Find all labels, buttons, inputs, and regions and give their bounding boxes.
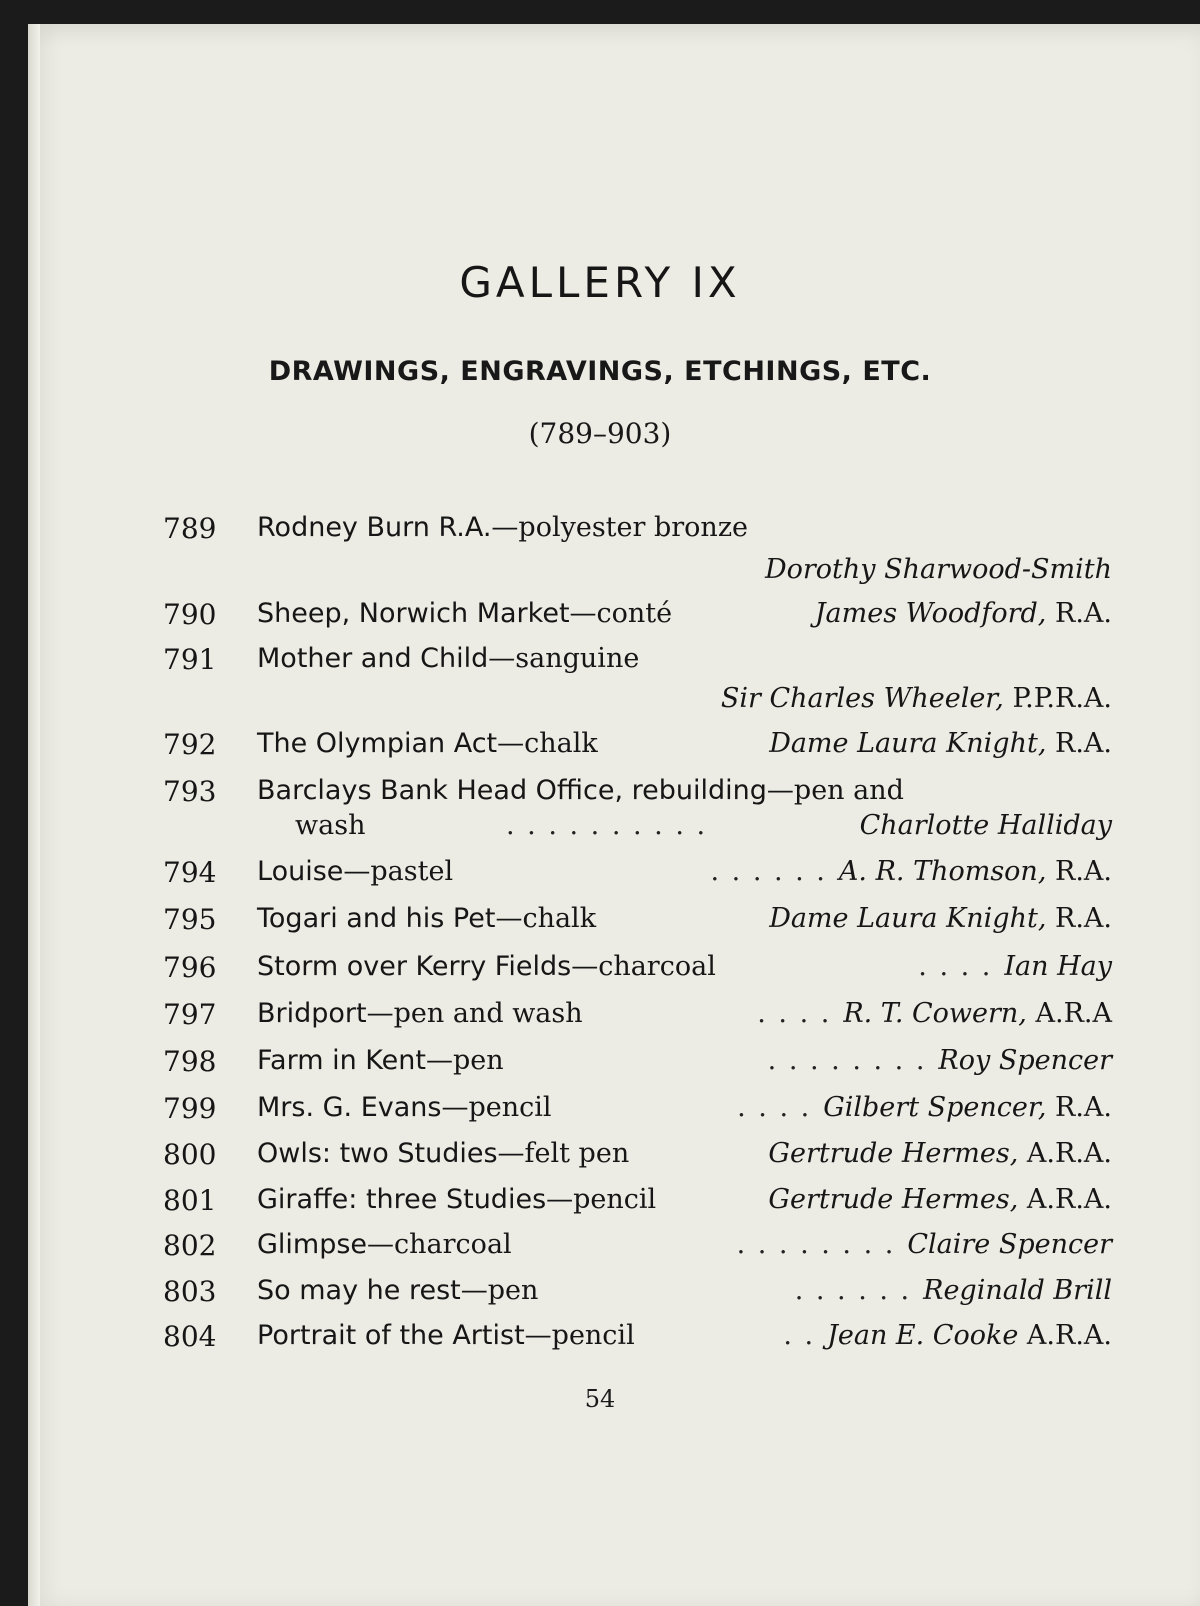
entry-title: Storm over Kerry Fields <box>257 951 572 982</box>
entry-line <box>257 903 1112 934</box>
entry-medium: —felt pen <box>497 1138 630 1169</box>
entry-number: 799 <box>163 1092 217 1125</box>
entry-artist: Gilbert Spencer, <box>823 1092 1047 1123</box>
entry-title: Owls: two Studies <box>257 1138 498 1169</box>
entry-honours: A.R.A <box>1035 998 1112 1029</box>
entry-title: So may he rest <box>257 1275 461 1306</box>
entry-number: 791 <box>163 643 217 676</box>
leader-dots: . . <box>783 1320 816 1351</box>
entry-medium: —chalk <box>497 728 598 759</box>
entry-title: Togari and his Pet <box>257 903 496 934</box>
leader-dots: . . . . <box>737 1092 812 1123</box>
entry-line <box>257 728 1112 759</box>
gallery-title: GALLERY IX <box>459 258 741 307</box>
entry-medium: —pen and wash <box>366 998 583 1029</box>
entry-title: Glimpse <box>257 1229 368 1260</box>
entry-title: Giraffe: three Studies <box>257 1184 547 1215</box>
leader-dots: . . . . <box>757 998 832 1029</box>
entry-title: Bridport <box>257 998 367 1029</box>
section-subtitle: DRAWINGS, ENGRAVINGS, ETCHINGS, ETC. <box>268 356 932 387</box>
entry-line <box>257 1275 1112 1306</box>
entry-title: The Olympian Act <box>257 728 498 759</box>
entry-honours: R.A. <box>1055 1092 1112 1123</box>
entry-number: 794 <box>163 856 217 889</box>
entry-honours: R.A. <box>1055 728 1112 759</box>
entry-honours: R.A. <box>1055 903 1112 934</box>
leader-dots: . . . . . . . . <box>736 1229 896 1260</box>
entry-continuation-line <box>295 810 1112 841</box>
entry-line <box>257 1184 1112 1215</box>
entry-artist: Roy Spencer <box>938 1045 1112 1076</box>
entry-artist-line <box>257 554 1112 585</box>
entry-line <box>257 775 1112 806</box>
entry-line <box>257 951 1112 982</box>
entry-honours: A.R.A. <box>1026 1138 1112 1169</box>
entry-title: Barclays Bank Head Office, rebuilding <box>257 775 767 806</box>
entry-number: 802 <box>163 1229 217 1262</box>
entry-artist: Dame Laura Knight, <box>769 728 1047 759</box>
entry-artist: Reginald Brill <box>923 1275 1112 1306</box>
entry-line <box>257 1320 1112 1351</box>
entry-line <box>257 856 1112 887</box>
page-number: 54 <box>584 1385 616 1413</box>
entry-artist: Dame Laura Knight, <box>769 903 1047 934</box>
entry-medium: —pen <box>460 1275 539 1306</box>
entry-medium: —polyester bronze <box>491 512 749 543</box>
entry-line <box>257 1229 1112 1260</box>
entry-number: 789 <box>163 512 217 545</box>
entry-number: 797 <box>163 998 217 1031</box>
entry-line <box>257 643 1112 674</box>
entry-number: 793 <box>163 775 217 808</box>
entry-honours: A.R.A. <box>1026 1320 1112 1351</box>
entry-number: 798 <box>163 1045 217 1078</box>
leader-dots: . . . . <box>918 951 993 982</box>
entry-honours: R.A. <box>1055 598 1112 629</box>
entry-line <box>257 1138 1112 1169</box>
entry-artist: Dorothy Sharwood-Smith <box>764 554 1112 585</box>
leader-dots: . . . . . . . . . . <box>506 810 708 841</box>
entry-medium: —charcoal <box>367 1229 512 1260</box>
entry-artist: Ian Hay <box>1004 951 1112 982</box>
leader-dots: . . . . . . <box>710 856 827 887</box>
entry-medium: —pencil <box>524 1320 635 1351</box>
entry-number: 790 <box>163 598 217 631</box>
entry-line <box>257 598 1112 629</box>
entry-artist: A. R. Thomson, <box>838 856 1047 887</box>
entry-medium: —pen <box>425 1045 504 1076</box>
entry-medium: —charcoal <box>571 951 716 982</box>
entry-number: 803 <box>163 1275 217 1308</box>
entry-line <box>257 512 1112 543</box>
entry-title: Portrait of the Artist <box>257 1320 525 1351</box>
entry-medium: —pencil <box>546 1184 657 1215</box>
entry-title: Farm in Kent <box>257 1045 426 1076</box>
entry-medium: —conté <box>569 598 673 629</box>
entry-honours: R.A. <box>1055 856 1112 887</box>
entry-artist: Gertrude Hermes, <box>768 1184 1019 1215</box>
entry-number: 796 <box>163 951 217 984</box>
entry-line <box>257 1092 1112 1123</box>
entry-number: 801 <box>163 1184 217 1217</box>
entry-medium: —pastel <box>343 856 454 887</box>
entry-artist: Jean E. Cooke <box>827 1320 1019 1351</box>
entry-number: 792 <box>163 728 217 761</box>
entry-artist-line <box>257 683 1112 714</box>
entry-medium: —pencil <box>441 1092 552 1123</box>
entry-artist: Claire Spencer <box>907 1229 1112 1260</box>
entry-line <box>257 1045 1112 1076</box>
entry-artist: James Woodford, <box>814 598 1047 629</box>
entry-honours: A.R.A. <box>1026 1184 1112 1215</box>
entry-title: Mrs. G. Evans <box>257 1092 442 1123</box>
entry-honours: P.P.R.A. <box>1012 683 1112 714</box>
entry-artist: R. T. Cowern, <box>843 998 1027 1029</box>
leader-dots: . . . . . . <box>794 1275 912 1306</box>
entry-medium: —pen and <box>766 775 904 806</box>
entry-artist: Sir Charles Wheeler, <box>720 683 1004 714</box>
entry-medium: —sanguine <box>488 643 640 674</box>
entry-artist: Gertrude Hermes, <box>768 1138 1019 1169</box>
entry-number: 804 <box>163 1320 217 1353</box>
entry-title: Rodney Burn R.A. <box>257 512 492 543</box>
entry-number: 795 <box>163 903 217 936</box>
entry-title: Mother and Child <box>257 643 489 674</box>
entry-number: 800 <box>163 1138 217 1171</box>
catalogue-range: (789–903) <box>528 417 672 450</box>
entry-medium-continuation: wash <box>295 810 366 841</box>
entry-title: Louise <box>257 856 344 887</box>
entry-artist: Charlotte Halliday <box>859 810 1113 841</box>
entry-medium: —chalk <box>495 903 597 934</box>
leader-dots: . . . . . . . . <box>767 1045 927 1076</box>
entry-title: Sheep, Norwich Market <box>257 598 570 629</box>
entry-line <box>257 998 1112 1029</box>
